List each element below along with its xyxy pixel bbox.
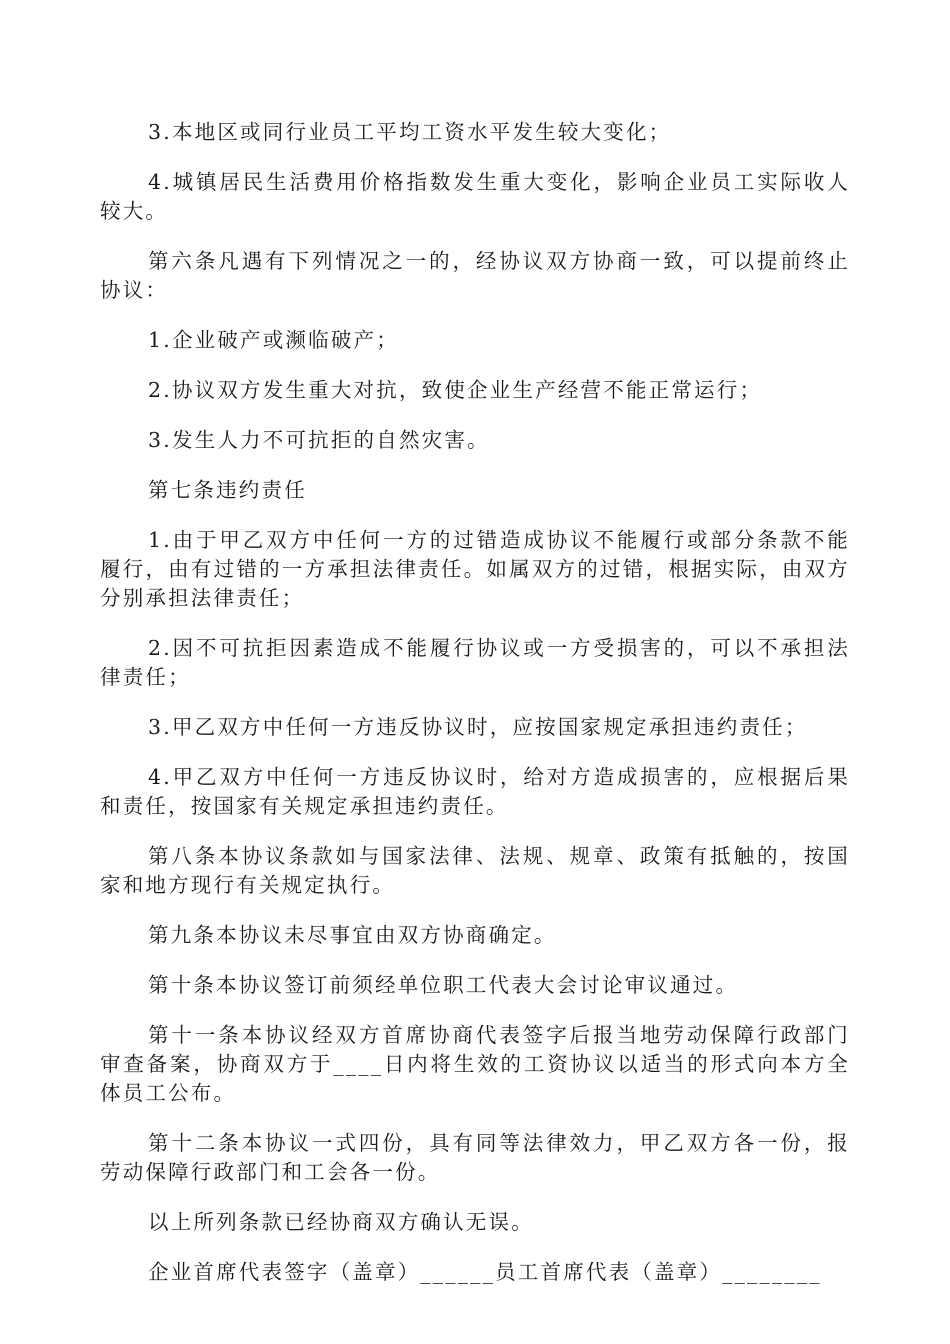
paragraph-9: 2.因不可抗拒因素造成不能履行协议或一方受损害的，可以不承担法律责任； bbox=[100, 636, 850, 689]
paragraph-4: 1.企业破产或濒临破产； bbox=[148, 328, 399, 352]
paragraph-1: 3.本地区或同行业员工平均工资水平发生较大变化； bbox=[148, 120, 672, 144]
paragraph-14: 第十条本协议签订前须经单位职工代表大会讨论审议通过。 bbox=[148, 973, 739, 997]
paragraph-17: 以上所列条款已经协商双方确认无误。 bbox=[148, 1210, 534, 1234]
paragraph-6: 3.发生人力不可抗拒的自然灾害。 bbox=[148, 428, 490, 452]
signature-line: 企业首席代表签字（盖章）______员工首席代表（盖章）________ bbox=[148, 1260, 822, 1284]
paragraph-10: 3.甲乙双方中任何一方违反协议时，应按国家规定承担违约责任； bbox=[148, 715, 808, 739]
paragraph-2: 4.城镇居民生活费用价格指数发生重大变化，影响企业员工实际收人较大。 bbox=[100, 170, 850, 223]
paragraph-16: 第十二条本协议一式四份，具有同等法律效力，甲乙双方各一份，报劳动保障行政部门和工会各一份。 bbox=[100, 1131, 850, 1184]
paragraph-15: 第十一条本协议经双方首席协商代表签字后报当地劳动保障行政部门审查备案，协商双方于____日内将生效的工资协议以适当的形式向本方全体员工公布。 bbox=[100, 1023, 850, 1105]
paragraph-12: 第八条本协议条款如与国家法律、法规、规章、政策有抵触的，按国家和地方现行有关规定执行。 bbox=[100, 844, 850, 897]
paragraph-11: 4.甲乙双方中任何一方违反协议时，给对方造成损害的，应根据后果和责任，按国家有关规定承担违约责任。 bbox=[100, 765, 850, 818]
paragraph-8: 1.由于甲乙双方中任何一方的过错造成协议不能履行或部分条款不能履行，由有过错的一方承担法律责任。如属双方的过错，根据实际，由双方分别承担法律责任； bbox=[100, 528, 850, 610]
paragraph-5: 2.协议双方发生重大对抗，致使企业生产经营不能正常运行； bbox=[148, 378, 763, 402]
document-body bbox=[100, 118, 850, 1308]
paragraph-13: 第九条本协议未尽事宜由双方协商确定。 bbox=[148, 923, 557, 947]
section-heading-article-7: 第七条违约责任 bbox=[148, 478, 307, 502]
paragraph-3: 第六条凡遇有下列情况之一的，经协议双方协商一致，可以提前终止协议： bbox=[100, 249, 850, 302]
